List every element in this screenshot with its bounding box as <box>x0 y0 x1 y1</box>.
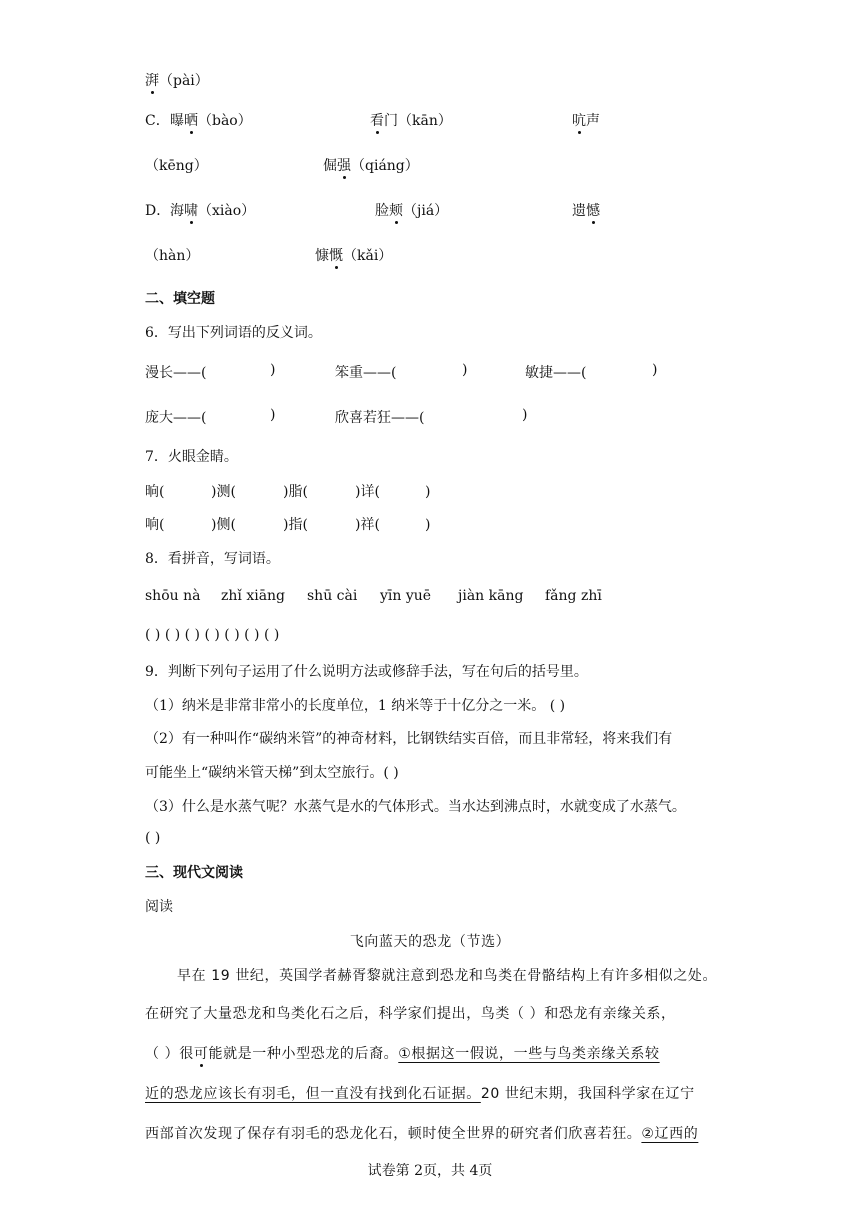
q6-item-4: 庞大——( <box>145 410 207 426</box>
option-b-last-word: 湃（pài） <box>145 73 209 89</box>
option-c-item-3-pinyin: （kēng） <box>145 158 208 174</box>
q8-blanks: ( ) ( ) ( ) ( ) ( ) ( ) ( ) <box>145 627 280 643</box>
option-c-item-2: 看门（kān） <box>370 113 452 129</box>
q6-close-5: ) <box>522 407 528 423</box>
q9-sentence-2: （2）有一种叫作“碳纳米管”的神奇材料，比钢铁结实百倍，而且非常轻，将来我们有 <box>145 731 673 747</box>
q6-close-1: ) <box>270 362 276 378</box>
q6-close-4: ) <box>270 407 276 423</box>
article-line-1: 早在 19 世纪，英国学者赫胥黎就注意到恐龙和鸟类在骨骼结构上有许多相似之处。 <box>177 968 718 984</box>
q6-item-3: 敏捷——( <box>525 365 587 381</box>
option-c-item-3: 吭声 <box>572 113 600 129</box>
q9-sentence-2-cont: 可能坐上“碳纳米管天梯”到太空旅行。( ) <box>145 765 399 781</box>
q6-item-1: 漫长——( <box>145 365 207 381</box>
option-d-label: D． <box>145 203 171 219</box>
q9-title: 9．判断下列句子运用了什么说明方法或修辞手法，写在句后的括号里。 <box>145 664 588 680</box>
q6-item-2: 笨重——( <box>335 365 397 381</box>
q6-title: 6．写出下列词语的反义词。 <box>145 325 322 341</box>
q6-close-2: ) <box>462 362 468 378</box>
reading-label: 阅读 <box>145 899 173 915</box>
q7-title: 7．火眼金睛。 <box>145 449 238 465</box>
article-title: 飞向蓝天的恐龙（节选） <box>349 934 511 950</box>
option-d-item-1: 海啸（xiào） <box>170 203 256 219</box>
article-line-3: （ ）很可能就是一种小型恐龙的后裔。①根据这一假说，一些与鸟类亲缘关系较 <box>145 1046 660 1062</box>
option-d-item-4: 慷慨（kǎi） <box>315 248 393 264</box>
q7-row-2: 响( )侧( )指( )祥( ) <box>145 517 431 533</box>
section-heading-fill: 二、填空题 <box>145 291 215 307</box>
q6-close-3: ) <box>652 362 658 378</box>
option-c-item-1: 曝晒（bào） <box>170 113 252 129</box>
q9-sentence-3: （3）什么是水蒸气呢？水蒸气是水的气体形式。当水达到沸点时，水就变成了水蒸气。 <box>145 799 686 815</box>
q9-sentence-3-cont: ( ) <box>145 830 161 846</box>
article-line-2: 在研究了大量恐龙和鸟类化石之后，科学家们提出，鸟类（ ）和恐龙有亲缘关系， <box>145 1006 676 1022</box>
option-d-item-2: 脸颊（jiá） <box>375 203 449 219</box>
q6-item-5: 欣喜若狂——( <box>335 410 425 426</box>
section-heading-reading: 三、现代文阅读 <box>145 865 243 881</box>
option-c-item-4: 倔强（qiáng） <box>323 158 419 174</box>
q8-pinyin-row: shōu nà zhǐ xiāng shū cài yīn yuē jiàn kāng fǎng zhī <box>145 588 602 604</box>
option-d-item-3: 遗憾 <box>572 203 600 219</box>
q8-title: 8．看拼音，写词语。 <box>145 551 280 567</box>
q7-row-1: 晌( )测( )脂( )详( ) <box>145 484 431 500</box>
page-footer: 试卷第 2页，共 4页 <box>367 1163 493 1179</box>
article-line-4: 近的恐龙应该长有羽毛，但一直没有找到化石证据。20 世纪末期，我国科学家在辽宁 <box>145 1086 695 1102</box>
article-line-5: 西部首次发现了保存有羽毛的恐龙化石，顿时使全世界的研究者们欣喜若狂。②辽西的 <box>145 1126 699 1142</box>
q9-sentence-1: （1）纳米是非常非常小的长度单位，1 纳米等于十亿分之一米。 ( ) <box>145 698 566 714</box>
option-d-item-3-pinyin: （hàn） <box>145 248 200 264</box>
option-c-label: C． <box>145 113 170 129</box>
